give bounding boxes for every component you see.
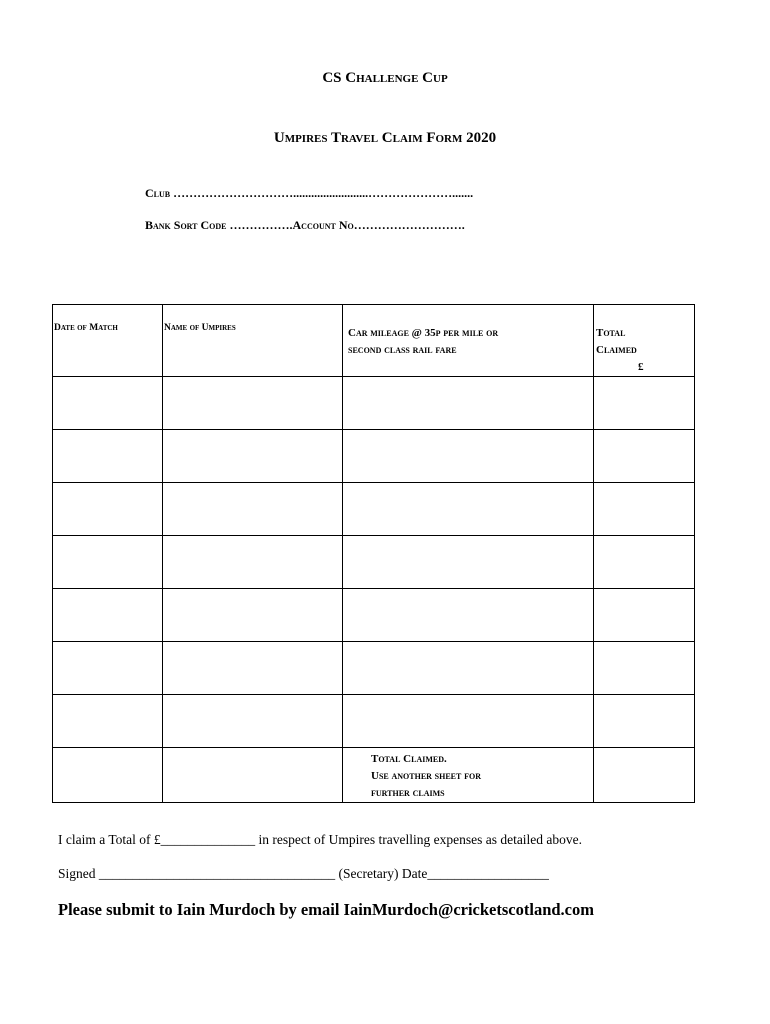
cell-name[interactable] <box>163 483 343 536</box>
form-subtitle: Umpires Travel Claim Form 2020 <box>273 130 497 146</box>
header-total-currency: £ <box>638 361 644 373</box>
total-note-line2: Use another sheet for <box>371 770 481 782</box>
total-note-line3: further claims <box>371 787 445 799</box>
cell-mileage[interactable] <box>343 430 594 483</box>
cell-date[interactable] <box>53 695 163 748</box>
header-total-line2: Claimed <box>596 344 637 356</box>
cell-name[interactable] <box>163 536 343 589</box>
header-total-claimed <box>594 305 695 377</box>
header-car-mileage-line1: Car mileage @ 35p per mile or <box>348 327 499 339</box>
cell-mileage[interactable] <box>343 377 594 430</box>
header-car-mileage <box>343 305 594 377</box>
claim-total-statement: I claim a Total of £______________ in respect of Umpires travelling expenses as detailed above. <box>58 832 583 847</box>
header-car-mileage-line2: second class rail fare <box>348 344 457 356</box>
table-row <box>53 536 695 589</box>
submit-instructions: Please submit to Iain Murdoch by email IainMurdoch@cricketscotland.com <box>58 900 594 919</box>
form-title: CS Challenge Cup <box>322 70 448 86</box>
cell-name[interactable] <box>163 748 343 803</box>
bank-details-field: Bank Sort Code …………….Account No………………………. <box>145 218 465 232</box>
cell-total[interactable] <box>594 589 695 642</box>
cell-mileage[interactable] <box>343 589 594 642</box>
cell-name[interactable] <box>163 642 343 695</box>
table-row <box>53 589 695 642</box>
header-name-of-umpires: Name of Umpires <box>163 305 343 377</box>
cell-date[interactable] <box>53 483 163 536</box>
cell-date[interactable] <box>53 748 163 803</box>
cell-date[interactable] <box>53 536 163 589</box>
table-header-row <box>53 305 695 377</box>
cell-total[interactable] <box>594 642 695 695</box>
cell-date[interactable] <box>53 430 163 483</box>
signature-line: Signed ___________________________________ (Secretary) Date__________________ <box>58 866 549 881</box>
table-row <box>53 377 695 430</box>
cell-mileage[interactable] <box>343 695 594 748</box>
cell-date[interactable] <box>53 589 163 642</box>
table-row <box>53 642 695 695</box>
cell-total[interactable] <box>594 536 695 589</box>
cell-mileage[interactable] <box>343 642 594 695</box>
cell-mileage[interactable] <box>343 483 594 536</box>
cell-total[interactable] <box>594 430 695 483</box>
cell-name[interactable] <box>163 430 343 483</box>
cell-mileage[interactable] <box>343 536 594 589</box>
cell-date[interactable] <box>53 377 163 430</box>
table-row <box>53 695 695 748</box>
cell-total[interactable] <box>594 483 695 536</box>
cell-date[interactable] <box>53 642 163 695</box>
table-footer-row <box>53 748 695 803</box>
cell-total[interactable] <box>594 377 695 430</box>
table-row <box>53 430 695 483</box>
cell-grand-total[interactable] <box>594 748 695 803</box>
total-claimed-note <box>343 748 594 803</box>
club-field: Club ………………………….........................…………………....... <box>145 186 474 200</box>
header-total-line1: Total <box>596 327 626 339</box>
header-date-of-match: Date of Match <box>53 305 163 377</box>
total-note-line1: Total Claimed. <box>371 753 447 765</box>
cell-name[interactable] <box>163 695 343 748</box>
table-row <box>53 483 695 536</box>
cell-name[interactable] <box>163 377 343 430</box>
claim-table <box>52 304 695 803</box>
cell-name[interactable] <box>163 589 343 642</box>
cell-total[interactable] <box>594 695 695 748</box>
